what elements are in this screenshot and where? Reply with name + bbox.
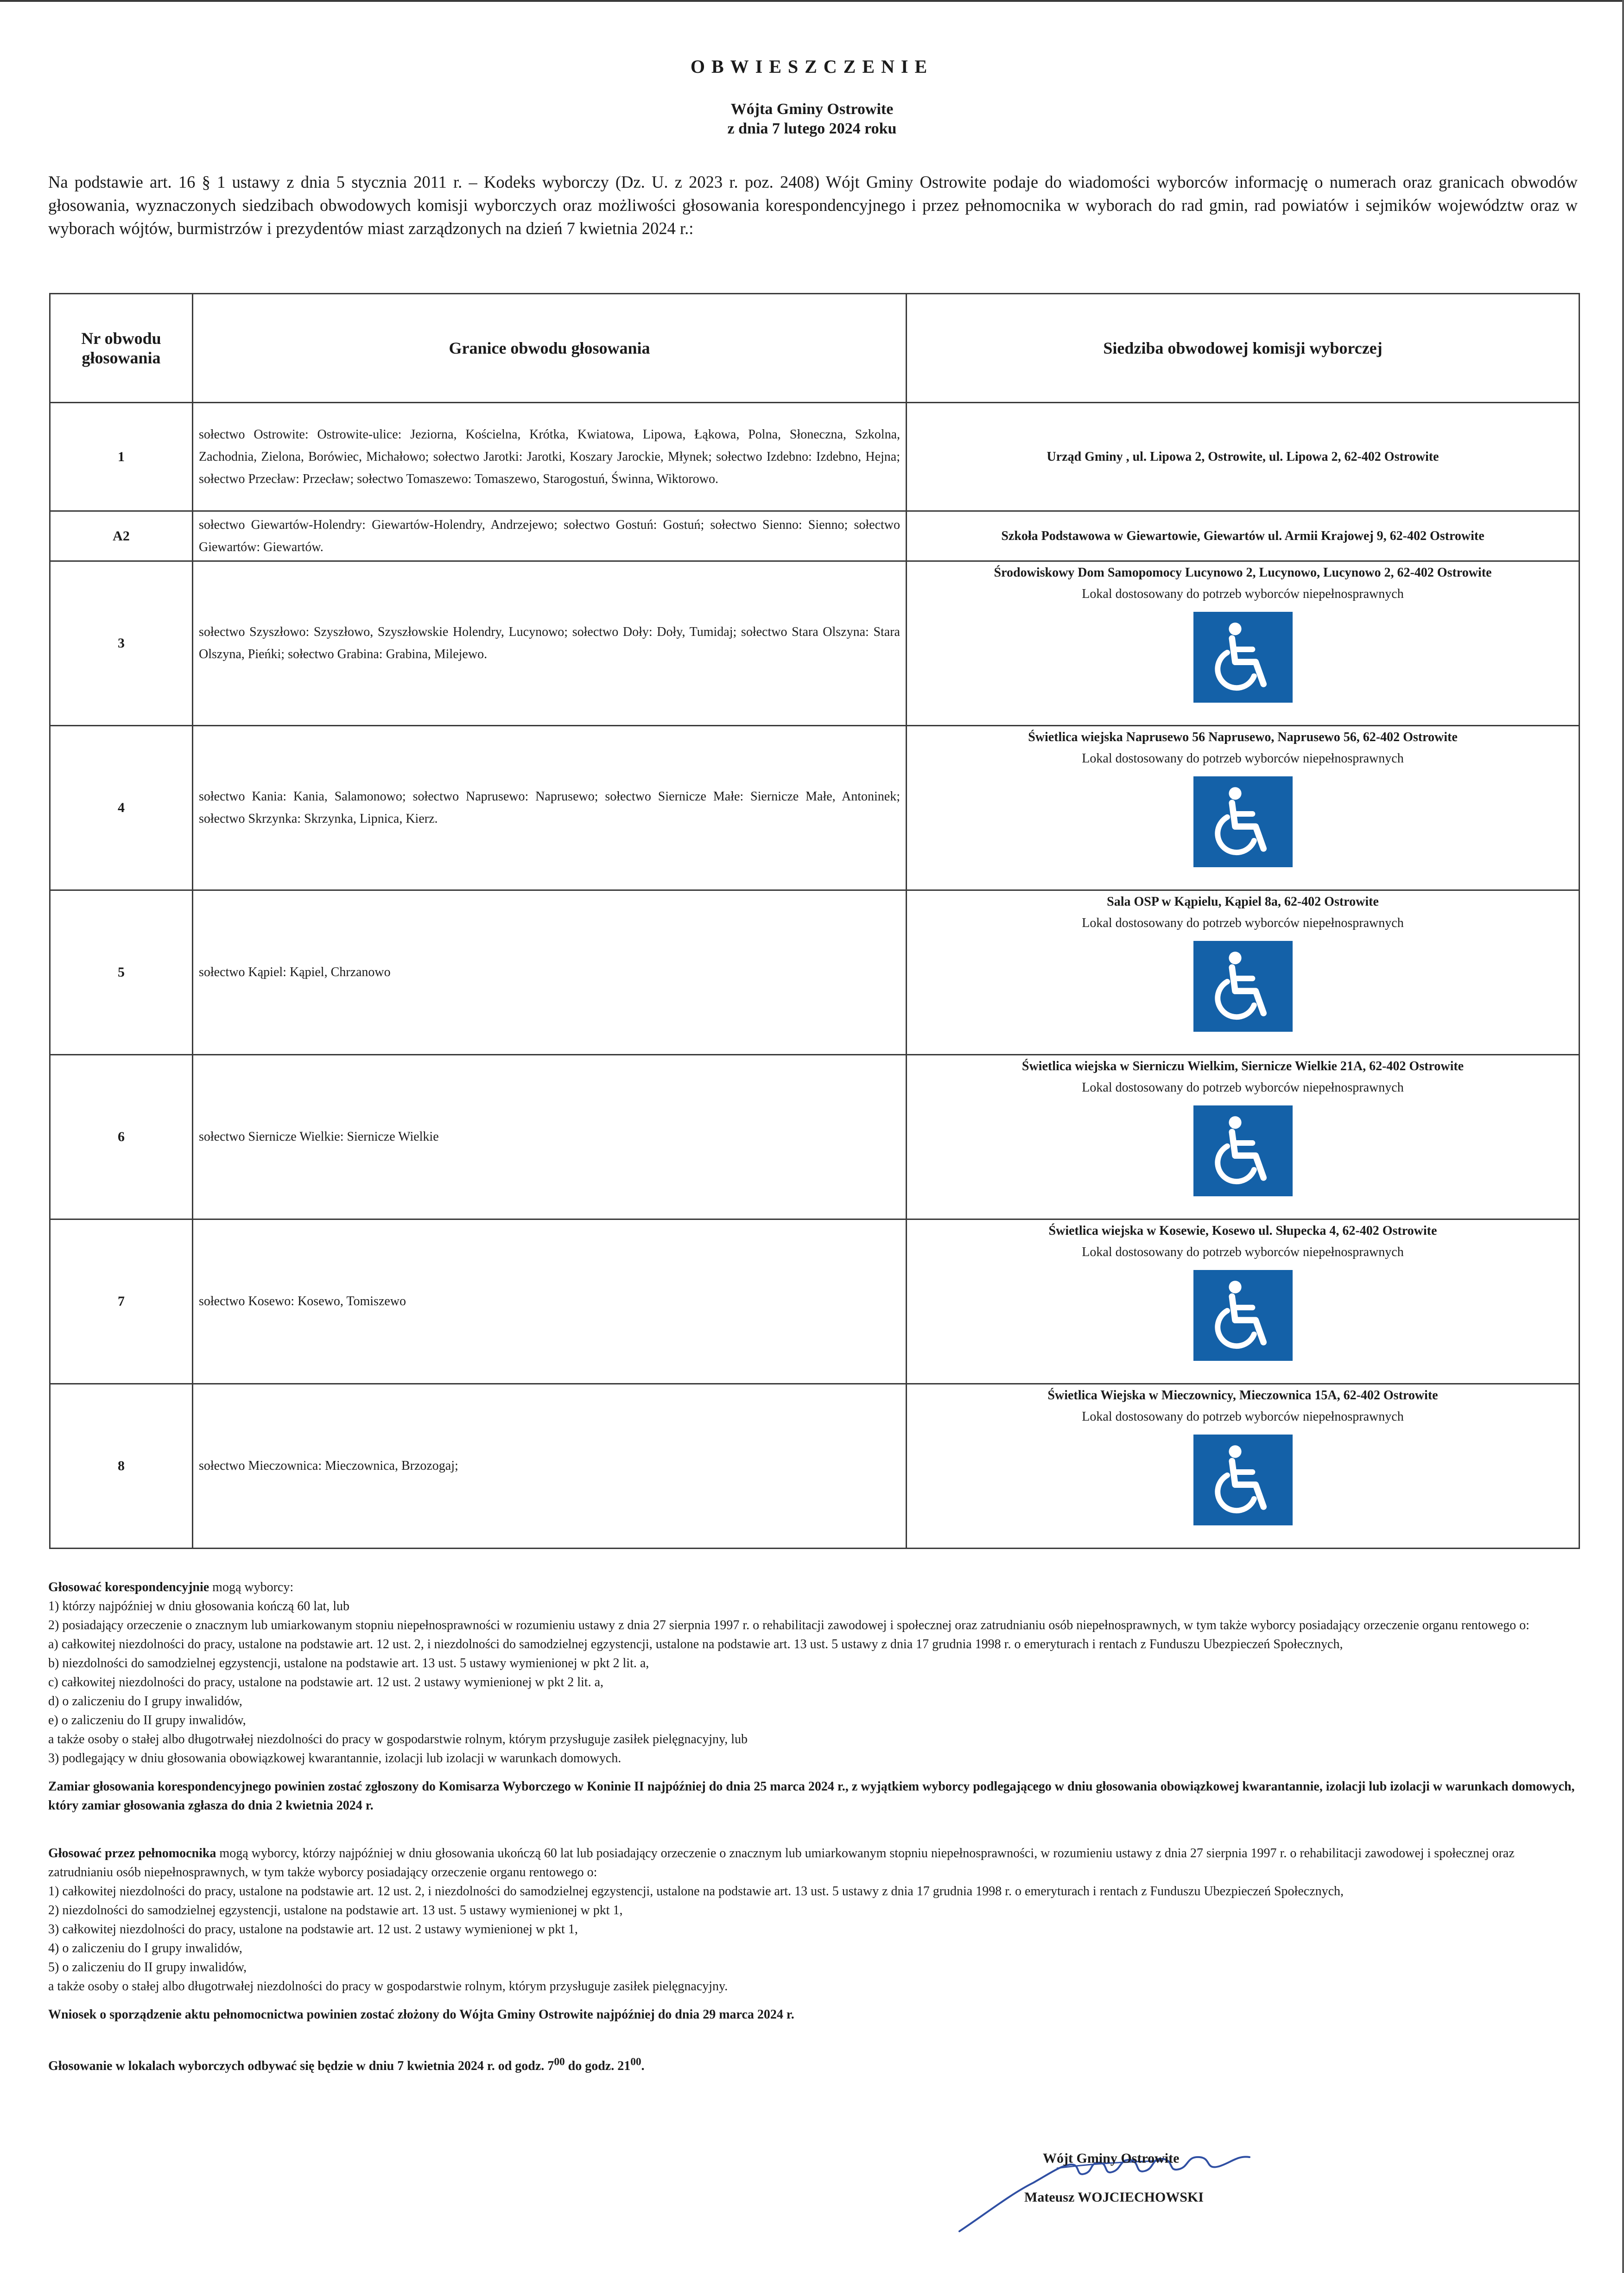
list-item: 5) o zaliczeniu do II grupy inwalidów,: [48, 1960, 247, 1975]
correspondence-list: [48, 1597, 1576, 1768]
seat-address: Sala OSP w Kąpielu, Kąpiel 8a, 62-402 Ostrowite: [1107, 895, 1379, 909]
district-number: 4: [50, 726, 193, 890]
scan-edge-right: [1622, 0, 1624, 2273]
commission-seat: [907, 403, 1580, 511]
district-bounds: sołectwo Mieczownica: Mieczownica, Brzozogaj;: [193, 1384, 907, 1549]
signature-title: Wójt Gminy Ostrowite: [1043, 2151, 1180, 2166]
accessibility-note: Lokal dostosowany do potrzeb wyborców niepełnosprawnych: [1082, 1410, 1404, 1424]
correspondence-deadline-text: Zamiar głosowania korespondencyjnego powinien zostać zgłoszony do Komisarza Wyborczego w Koninie II najpóźniej do dnia 25 marca 2024 r., z wyjątkiem wyborcy podlegającego w dniu głosowania obowiązkowej kwarantannie, izolacji lub izolacji w warunkach domowych, który zamiar głosowania zgłasza do dnia 2 kwietnia 2024 r.: [48, 1779, 1575, 1813]
accessibility-note: Lokal dostosowany do potrzeb wyborców niepełnosprawnych: [1082, 751, 1404, 766]
wheelchair-symbol-icon: [1202, 1441, 1284, 1519]
wheelchair-symbol-icon: [1202, 947, 1284, 1026]
correspondence-heading: [48, 1578, 1576, 1597]
proxy-heading-bold: Głosować przez pełnomocnika: [48, 1846, 216, 1860]
table-row: [50, 403, 1580, 511]
list-item: a także osoby o stałej albo długotrwałej niezdolności do pracy w gospodarstwie rolnym, którym przysługuje zasiłek pielęgnacyjny.: [48, 1979, 728, 1994]
list-item: 3) podlegający w dniu głosowania obowiązkowej kwarantannie, izolacji lub izolacji w warunkach domowych.: [48, 1751, 622, 1765]
header-district-number: Nr obwodu głosowania: [50, 294, 193, 403]
wheelchair-symbol-icon: [1202, 1276, 1284, 1355]
signature-name: Mateusz WOJCIECHOWSKI: [1024, 2190, 1204, 2205]
district-number: A2: [50, 511, 193, 561]
commission-seat: [907, 890, 1580, 1055]
seat-address: Szkoła Podstawowa w Giewartowie, Giewartów ul. Armii Krajowej 9, 62-402 Ostrowite: [1001, 528, 1484, 543]
commission-seat: [907, 1219, 1580, 1384]
wheelchair-accessible-icon: [1193, 941, 1293, 1032]
header-commission-seat: Siedziba obwodowej komisji wyborczej: [907, 294, 1580, 403]
wheelchair-accessible-icon: [1193, 1105, 1293, 1196]
list-item: a) całkowitej niezdolności do pracy, ustalone na podstawie art. 12 ust. 2, i niezdolności do samodzielnej egzystencji, ustalone na podstawie art. 13 ust. 5 ustawy z dnia 17 grudnia 1998 r. o emeryturach i rentach z Funduszu Ubezpieczeń Społecznych,: [48, 1637, 1343, 1651]
commission-seat: [907, 561, 1580, 726]
proxy-heading-rest: mogą wyborcy, którzy najpóźniej w dniu głosowania ukończą 60 lat lub posiadający orzeczenie o znacznym lub umiarkowanym stopniu niepełnosprawności, w rozumieniu ustawy z dnia 27 sierpnia 1997 r. o rehabilitacji zawodowej i społecznej oraz zatrudnianiu osób niepełnosprawnych, w tym także wyborcy posiadający orzeczenie organu rentowego o:: [48, 1846, 1515, 1879]
correspondence-deadline: [48, 1777, 1576, 1815]
table-row: [50, 1219, 1580, 1384]
commission-seat: [907, 726, 1580, 890]
wheelchair-accessible-icon: [1193, 776, 1293, 867]
table-row: [50, 1055, 1580, 1219]
district-number: 7: [50, 1219, 193, 1384]
voting-districts-table: [49, 293, 1580, 1549]
accessibility-note: Lokal dostosowany do potrzeb wyborców niepełnosprawnych: [1082, 1080, 1404, 1095]
table-row: [50, 890, 1580, 1055]
wheelchair-symbol-icon: [1202, 1111, 1284, 1190]
wheelchair-accessible-icon: [1193, 612, 1293, 703]
list-item: e) o zaliczeniu do II grupy inwalidów,: [48, 1713, 246, 1727]
proxy-deadline-text: Wniosek o sporządzenie aktu pełnomocnictwa powinien zostać złożony do Wójta Gminy Ostrowite najpóźniej do dnia 29 marca 2024 r.: [48, 2007, 794, 2022]
district-bounds: sołectwo Siernicze Wielkie: Siernicze Wielkie: [193, 1055, 907, 1219]
seat-address: Świetlica wiejska Naprusewo 56 Naprusewo, Naprusewo 56, 62-402 Ostrowite: [1028, 730, 1458, 744]
notice-date: z dnia 7 lutego 2024 roku: [727, 120, 897, 137]
district-bounds: sołectwo Kania: Kania, Salamonowo; sołectwo Naprusewo: Naprusewo; sołectwo Siernicze Małe: Siernicze Małe, Antoninek; sołectwo Skrzynka: Skrzynka, Lipnica, Kierz.: [193, 726, 907, 890]
list-item: d) o zaliczeniu do I grupy inwalidów,: [48, 1694, 242, 1708]
table-row: [50, 726, 1580, 890]
proxy-list: [48, 1882, 1576, 1996]
wheelchair-accessible-icon: [1193, 1435, 1293, 1525]
voting-hours-text: [48, 2056, 645, 2074]
correspondence-heading-bold: Głosować korespondencyjnie: [48, 1580, 209, 1594]
notice-header: [0, 56, 1624, 138]
voting-hours-start-minutes: 00: [554, 2056, 565, 2068]
list-item: 2) niezdolności do samodzielnej egzystencji, ustalone na podstawie art. 13 ust. 5 ustawy wymienionej w pkt 1,: [48, 1903, 623, 1917]
district-bounds: sołectwo Kosewo: Kosewo, Tomiszewo: [193, 1219, 907, 1384]
accessibility-note: Lokal dostosowany do potrzeb wyborców niepełnosprawnych: [1082, 916, 1404, 930]
list-item: 2) posiadający orzeczenie o znacznym lub umiarkowanym stopniu niepełnosprawności w rozumieniu ustawy z dnia 27 sierpnia 1997 r. o rehabilitacji zawodowej i społecznej oraz zatrudnianiu osób niepełnosprawnych, w tym także wyborcy posiadający orzeczenie organu rentowego o:: [48, 1618, 1529, 1632]
proxy-heading: [48, 1844, 1576, 1882]
wheelchair-symbol-icon: [1202, 782, 1284, 861]
voting-notes: [48, 1578, 1576, 2076]
proxy-deadline: [48, 2005, 1576, 2024]
voting-hours-end-minutes: 00: [630, 2056, 641, 2068]
voting-hours: [48, 2053, 1576, 2076]
list-item: 1) którzy najpóźniej w dniu głosowania kończą 60 lat, lub: [48, 1599, 350, 1613]
district-number: 8: [50, 1384, 193, 1549]
seat-address: Świetlica Wiejska w Mieczownicy, Mieczownica 15A, 62-402 Ostrowite: [1047, 1388, 1438, 1403]
scan-edge-top: [0, 0, 1624, 2]
list-item: 3) całkowitej niezdolności do pracy, ustalone na podstawie art. 12 ust. 2 ustawy wymienionej w pkt 1,: [48, 1922, 578, 1936]
accessibility-note: Lokal dostosowany do potrzeb wyborców niepełnosprawnych: [1082, 1245, 1404, 1259]
commission-seat: [907, 511, 1580, 561]
list-item: b) niezdolności do samodzielnej egzystencji, ustalone na podstawie art. 13 ust. 5 ustawy wymienionej w pkt 2 lit. a,: [48, 1656, 649, 1670]
correspondence-heading-rest: mogą wyborcy:: [209, 1580, 294, 1594]
seat-address: Środowiskowy Dom Samopomocy Lucynowo 2, Lucynowo, Lucynowo 2, 62-402 Ostrowite: [994, 565, 1492, 580]
wheelchair-symbol-icon: [1202, 618, 1284, 697]
signature-block: [945, 2143, 1270, 2236]
district-number: 1: [50, 403, 193, 511]
wheelchair-accessible-icon: [1193, 1270, 1293, 1361]
commission-seat: [907, 1384, 1580, 1549]
list-item: 4) o zaliczeniu do I grupy inwalidów,: [48, 1941, 242, 1956]
intro-paragraph: Na podstawie art. 16 § 1 ustawy z dnia 5 stycznia 2011 r. – Kodeks wyborczy (Dz. U. z 2023 r. poz. 2408) Wójt Gminy Ostrowite podaje do wiadomości wyborców informację o numerach oraz granicach obwodów głosowania, wyznaczonych siedzibach obwodowych komisji wyborczych oraz możliwości głosowania korespondencyjnego i przez pełnomocnika w wyborach do rad gmin, rad powiatów i sejmików województw oraz w wyborach wójtów, burmistrzów i prezydentów miast zarządzonych na dzień 7 kwietnia 2024 r.:: [48, 172, 1578, 238]
voting-hours-end-punct: .: [641, 2059, 645, 2074]
list-item: 1) całkowitej niezdolności do pracy, ustalone na podstawie art. 12 ust. 2, i niezdolności do samodzielnej egzystencji, ustalone na podstawie art. 13 ust. 5 ustawy z dnia 17 grudnia 1998 r. o emeryturach i rentach z Funduszu Ubezpieczeń Społecznych,: [48, 1884, 1344, 1898]
table-body: [50, 403, 1580, 1549]
voting-hours-start-text: Głosowanie w lokalach wyborczych odbywać się będzie w dniu 7 kwietnia 2024 r. od godz. 7: [48, 2059, 554, 2074]
list-item: a także osoby o stałej albo długotrwałej niezdolności do pracy w gospodarstwie rolnym, którym przysługuje zasiłek pielęgnacyjny, lub: [48, 1732, 748, 1746]
table-header-row: [50, 294, 1580, 403]
notice-title: OBWIESZCZENIE: [690, 56, 934, 77]
seat-address: Świetlica wiejska w Kosewie, Kosewo ul. Słupecka 4, 62-402 Ostrowite: [1048, 1224, 1437, 1238]
table-row: [50, 561, 1580, 726]
accessibility-note: Lokal dostosowany do potrzeb wyborców niepełnosprawnych: [1082, 587, 1404, 601]
table-row: [50, 1384, 1580, 1549]
seat-address: Świetlica wiejska w Sierniczu Wielkim, Siernicze Wielkie 21A, 62-402 Ostrowite: [1021, 1059, 1464, 1073]
voting-hours-middle-text: do godz. 21: [565, 2059, 631, 2074]
district-bounds: sołectwo Ostrowite: Ostrowite-ulice: Jeziorna, Kościelna, Krótka, Kwiatowa, Lipowa, Łąkowa, Polna, Słoneczna, Szkolna, Zachodnia, Zielona, Borówiec, Michałowo; sołectwo Jarotki: Jarotki, Koszary Jarockie, Młynek; sołectwo Izdebno: Izdebno, Hejna; sołectwo Przecław: Przecław; sołectwo Tomaszewo: Tomaszewo, Starogostuń, Świnna, Wiktorowo.: [193, 403, 907, 511]
table-row: [50, 511, 1580, 561]
district-bounds: sołectwo Kąpiel: Kąpiel, Chrzanowo: [193, 890, 907, 1055]
notice-authority: Wójta Gminy Ostrowite: [730, 101, 894, 118]
district-number: 6: [50, 1055, 193, 1219]
district-bounds: sołectwo Szyszłowo: Szyszłowo, Szyszłowskie Holendry, Lucynowo; sołectwo Doły: Doły, Tumidaj; sołectwo Stara Olszyna: Stara Olszyna, Pieńki; sołectwo Grabina: Grabina, Milejewo.: [193, 561, 907, 726]
list-item: c) całkowitej niezdolności do pracy, ustalone na podstawie art. 12 ust. 2 ustawy wymienionej w pkt 2 lit. a,: [48, 1675, 604, 1689]
commission-seat: [907, 1055, 1580, 1219]
district-number: 5: [50, 890, 193, 1055]
seat-address: Urząd Gminy , ul. Lipowa 2, Ostrowite, ul. Lipowa 2, 62-402 Ostrowite: [1047, 449, 1439, 464]
district-number: 3: [50, 561, 193, 726]
header-district-bounds: Granice obwodu głosowania: [193, 294, 907, 403]
district-bounds: sołectwo Giewartów-Holendry: Giewartów-Holendry, Andrzejewo; sołectwo Gostuń: Gostuń; sołectwo Sienno: Sienno; sołectwo Giewartów: Giewartów.: [193, 511, 907, 561]
